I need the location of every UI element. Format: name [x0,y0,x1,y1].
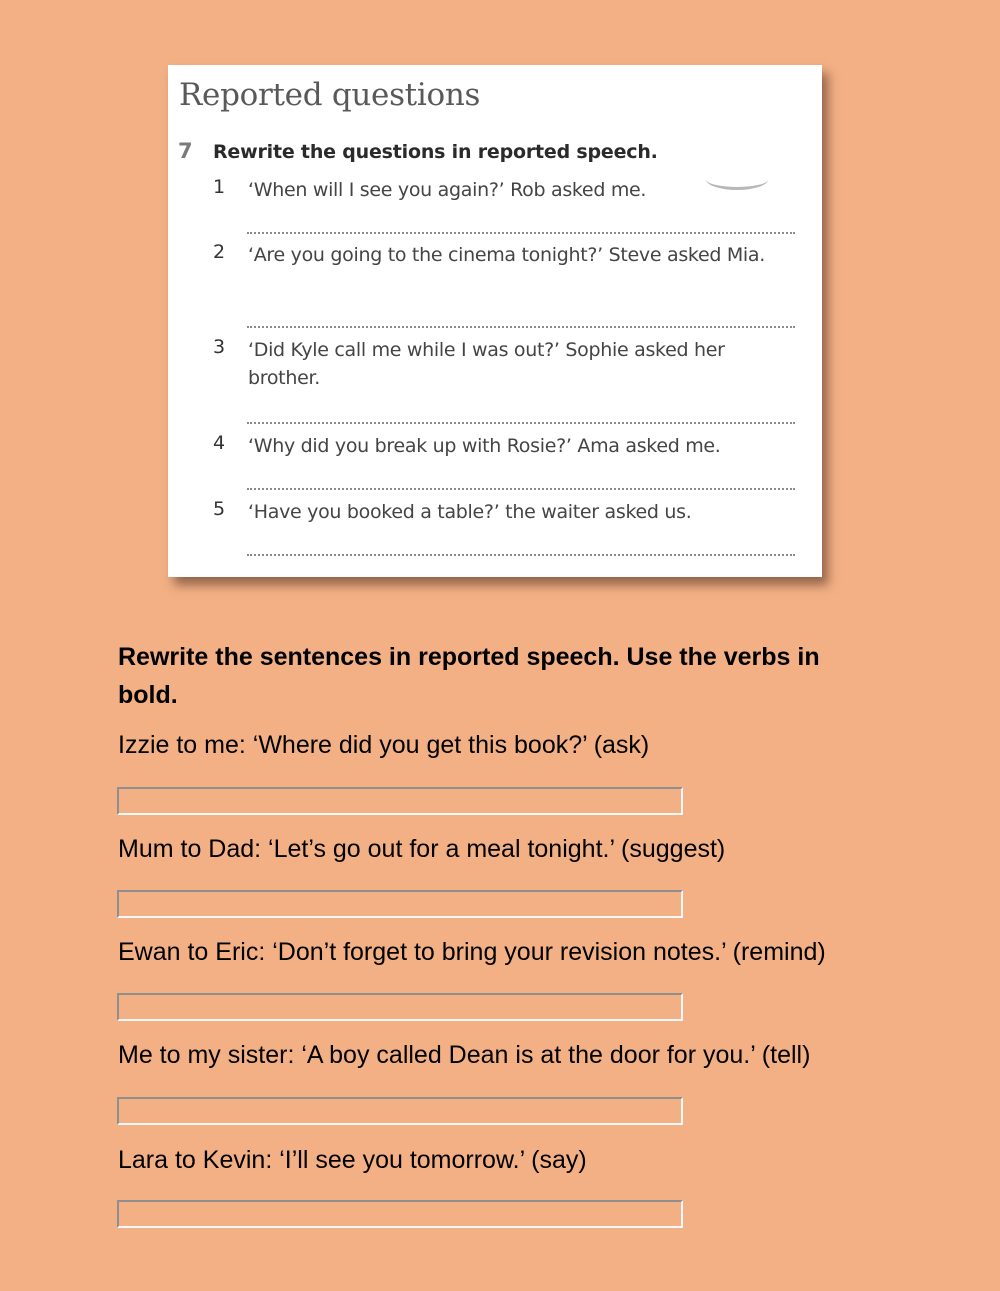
answer-input[interactable] [117,1200,683,1228]
answer-input[interactable] [117,787,683,815]
answer-input[interactable] [117,1097,683,1125]
question-text: ‘Have you booked a table?’ the waiter asked us. [248,501,692,523]
sentence-prompt: Lara to Kevin: ‘I’ll see you tomorrow.’ (say) [118,1146,587,1174]
sentence-prompt: Izzie to me: ‘Where did you get this book?’ (ask) [118,731,650,759]
answer-input[interactable] [117,890,683,918]
answer-dotted-line [247,422,795,424]
answer-dotted-line [247,232,795,234]
question-text: ‘When will I see you again?’ Rob asked me. [248,179,647,201]
question-number: 5 [213,498,226,520]
question-number: 4 [213,432,226,454]
answer-input[interactable] [117,993,683,1021]
question-number: 1 [213,176,226,198]
textbook-exercise-image [168,65,822,577]
sentence-prompt: Mum to Dad: ‘Let’s go out for a meal tonight.’ (suggest) [118,835,726,863]
question-text: ‘Did Kyle call me while I was out?’ Sophie asked her brother. [248,339,725,389]
question-text: ‘Are you going to the cinema tonight?’ Steve asked Mia. [248,244,765,266]
question-number: 2 [213,241,226,263]
sentence-prompt: Ewan to Eric: ‘Don’t forget to bring your revision notes.’ (remind) [118,938,826,966]
answer-dotted-line [247,488,795,490]
answer-dotted-line [247,554,795,556]
exercise-instruction: Rewrite the questions in reported speech. [213,141,658,163]
answer-dotted-line [247,326,795,328]
question-text: ‘Why did you break up with Rosie?’ Ama asked me. [248,435,721,457]
sentence-prompt: Me to my sister: ‘A boy called Dean is at the door for you.’ (tell) [118,1041,811,1069]
exercise-title: Reported questions [179,77,481,113]
worksheet-instruction: Rewrite the sentences in reported speech. Use the verbs in bold. [118,643,820,709]
exercise-number: 7 [178,139,193,163]
question-number: 3 [213,336,226,358]
